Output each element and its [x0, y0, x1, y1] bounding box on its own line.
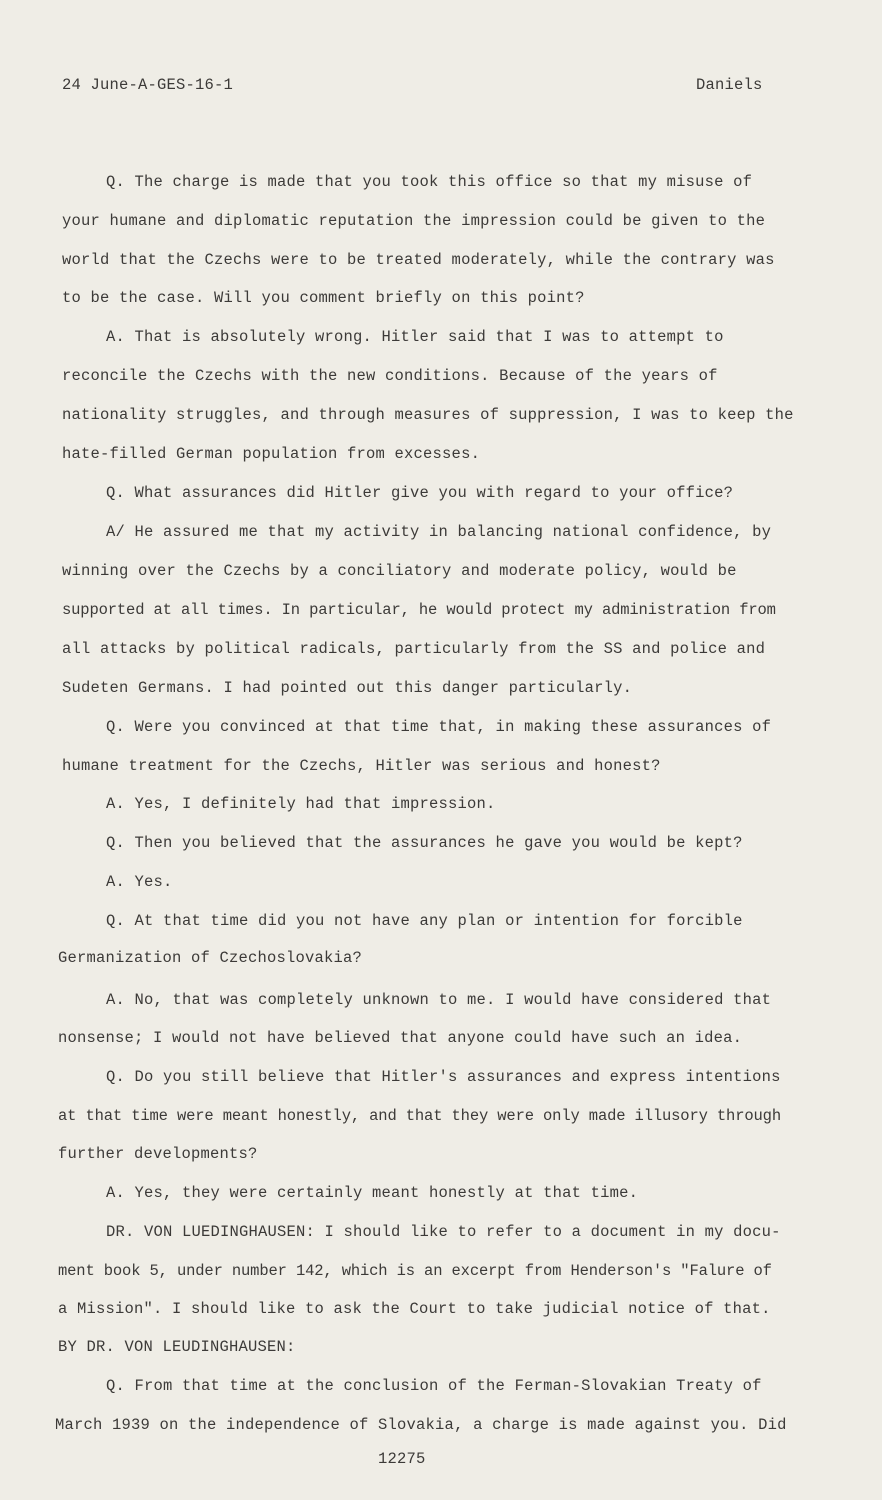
text-line: Q. What assurances did Hitler give you with regard to your office? — [106, 484, 734, 502]
text-line: A. That is absolutely wrong. Hitler said that I was to attempt to — [106, 328, 724, 346]
text-line: A/ He assured me that my activity in balancing national confidence, by — [106, 523, 772, 541]
text-line: Sudeten Germans. I had pointed out this danger particularly. — [62, 679, 633, 697]
text-line: ment book 5, under number 142, which is an excerpt from Henderson's "Falure of — [58, 1262, 772, 1280]
text-line: March 1939 on the independence of Slovakia, a charge is made against you. Did — [55, 1416, 787, 1434]
text-line: Q. Were you convinced at that time that, in making these assurances of — [106, 718, 772, 736]
text-line: to be the case. Will you comment briefly on this point? — [62, 289, 585, 307]
text-line: winning over the Czechs by a conciliatory and moderate policy, would be — [62, 562, 737, 580]
page-number: 12275 — [378, 1450, 426, 1468]
text-line: a Mission". I should like to ask the Court to take judicial notice of that. — [58, 1300, 771, 1318]
text-line: at that time were meant honestly, and that they were only made illusory through — [58, 1107, 781, 1125]
text-line: Q. From that time at the conclusion of the Ferman-Slovakian Treaty of — [106, 1377, 762, 1395]
text-line: all attacks by political radicals, particularly from the SS and police and — [62, 640, 766, 658]
text-line: Germanization of Czechoslovakia? — [58, 949, 363, 967]
text-line: world that the Czechs were to be treated moderately, while the contrary was — [62, 251, 775, 269]
text-line: hate-filled German population from excesses. — [62, 445, 481, 463]
reporter-name: Daniels — [696, 76, 763, 94]
text-line: A. Yes, they were certainly meant honestly at that time. — [106, 1184, 639, 1202]
text-line: A. Yes. — [106, 873, 173, 891]
text-line: Q. The charge is made that you took this office so that my misuse of — [106, 173, 753, 191]
text-line: your humane and diplomatic reputation the impression could be given to the — [62, 212, 766, 230]
text-line: reconcile the Czechs with the new conditions. Because of the years of — [62, 367, 718, 385]
text-line: Q. At that time did you not have any plan or intention for forcible — [106, 912, 743, 930]
document-reference: 24 June-A-GES-16-1 — [62, 76, 234, 94]
text-line: supported at all times. In particular, he would protect my administration from — [62, 601, 776, 619]
text-line: further developments? — [58, 1145, 258, 1163]
text-line: Q. Do you still believe that Hitler's assurances and express intentions — [106, 1068, 781, 1086]
text-line: nonsense; I would not have believed that anyone could have such an idea. — [58, 1029, 743, 1047]
text-line: DR. VON LUEDINGHAUSEN: I should like to refer to a document in my docu- — [106, 1223, 781, 1241]
text-line: nationality struggles, and through measures of suppression, I was to keep the — [62, 406, 794, 424]
text-line: BY DR. VON LEUDINGHAUSEN: — [58, 1338, 296, 1356]
text-line: A. No, that was completely unknown to me. I would have considered that — [106, 991, 772, 1009]
text-line: humane treatment for the Czechs, Hitler was serious and honest? — [62, 757, 661, 775]
text-line: Q. Then you believed that the assurances he gave you would be kept? — [106, 834, 743, 852]
text-line: A. Yes, I definitely had that impression. — [106, 795, 496, 813]
